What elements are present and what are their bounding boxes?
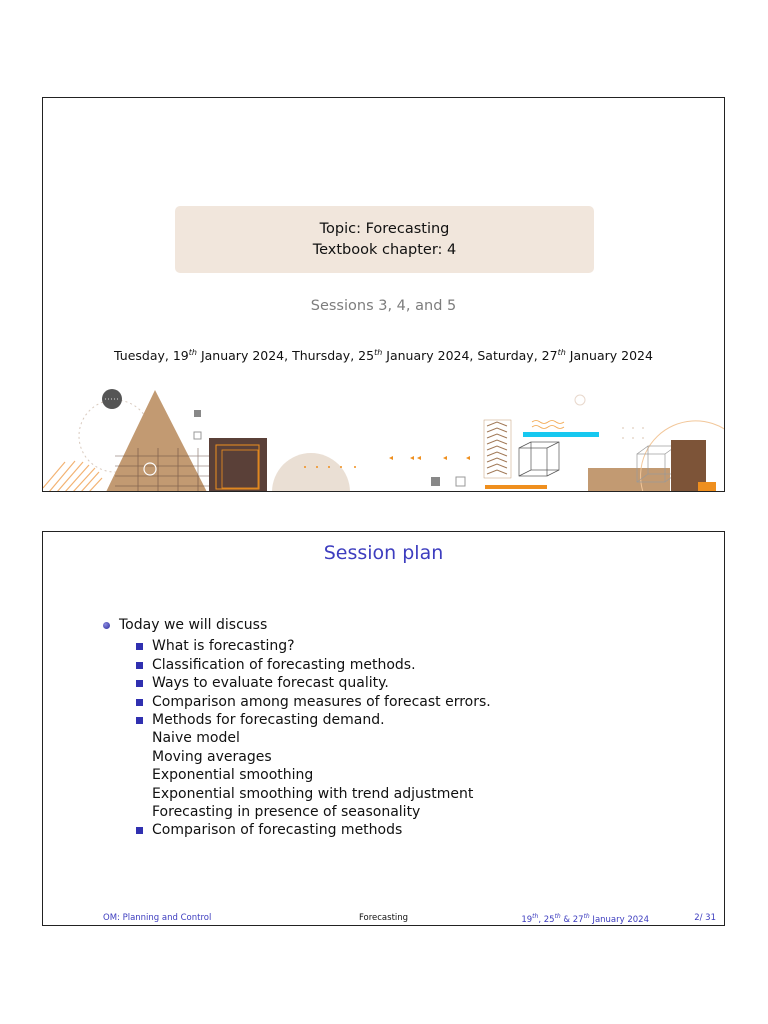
- sub-list-item: Comparison among measures of forecast errors.: [135, 693, 491, 711]
- sub-list-item: Exponential smoothing with trend adjustment: [152, 785, 474, 802]
- sub-list-item: What is forecasting?: [135, 637, 491, 655]
- square-bullet-icon: [136, 717, 143, 724]
- sub-list-item: Naive model: [152, 730, 240, 747]
- discussion-list: [103, 616, 491, 840]
- sub-list-item: Moving averages: [152, 748, 272, 765]
- round-bullet-icon: [103, 622, 110, 629]
- sub-list-item: Classification of forecasting methods.: [135, 656, 491, 674]
- sub-list-item: Ways to evaluate forecast quality.: [135, 674, 491, 692]
- title-slide: [42, 97, 725, 492]
- topic-line: Topic: Forecasting: [319, 220, 450, 237]
- sub-list-item: Methods for forecasting demand.: [135, 711, 491, 729]
- session-plan-slide: [42, 531, 725, 926]
- topic-box: [175, 206, 594, 273]
- sub-list-item: Exponential smoothing: [152, 767, 314, 784]
- sessions-line: Sessions 3, 4, and 5: [310, 298, 457, 314]
- page-number: 2/ 31: [694, 913, 716, 923]
- footer-course: OM: Planning and Control: [103, 913, 212, 923]
- square-bullet-icon: [136, 662, 143, 669]
- slide-footer: [43, 913, 724, 925]
- square-bullet-icon: [136, 699, 143, 706]
- sub-list-item: Comparison of forecasting methods: [135, 821, 491, 839]
- square-bullet-icon: [136, 827, 143, 834]
- sub-list: [135, 637, 491, 839]
- dates-line: Tuesday, 19th January 2024, Thursday, 25th January 2024, Saturday, 27th January 2024: [114, 348, 653, 364]
- chapter-line: Textbook chapter: 4: [312, 241, 457, 258]
- square-bullet-icon: [136, 680, 143, 687]
- footer-topic: Forecasting: [358, 913, 409, 923]
- footer-dates: 19th, 25th & 27th January 2024: [521, 913, 649, 925]
- decorative-geometric-banner: [43, 378, 725, 492]
- square-bullet-icon: [136, 643, 143, 650]
- sub-list-item: Forecasting in presence of seasonality: [152, 804, 421, 821]
- slide-title: Session plan: [323, 542, 444, 564]
- list-item: Today we will discuss: [103, 616, 491, 634]
